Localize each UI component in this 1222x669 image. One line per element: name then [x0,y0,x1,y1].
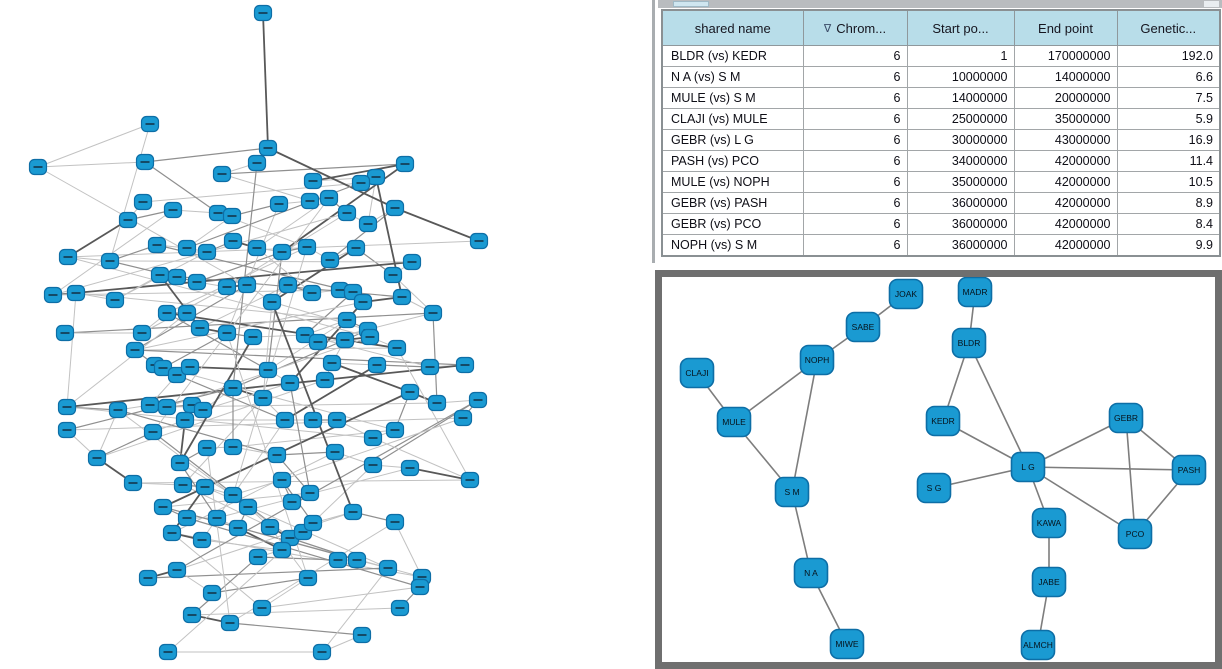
network-edge [395,522,422,577]
node-label-smudge [306,492,315,494]
value-cell[interactable]: 6 [803,46,907,67]
scrollbar-thumb[interactable] [673,1,709,7]
node-label-smudge [193,281,202,283]
node-label-smudge [176,462,185,464]
node-label-smudge [336,289,345,291]
network-edge [233,163,257,388]
node-label-smudge [141,161,150,163]
node-label: S G [926,483,942,493]
node-label-smudge [358,634,367,636]
node-label-smudge [393,347,402,349]
value-cell[interactable]: 6 [803,151,907,172]
node-label-smudge [264,147,273,149]
network-edge [110,261,412,262]
node-label-smudge [275,203,284,205]
edge-name-cell[interactable]: MULE (vs) S M [662,88,803,109]
node-label: KAWA [1036,518,1062,528]
table-header [662,10,1220,46]
node-label-smudge [131,349,140,351]
table-header-cell[interactable]: ∇ Chrom... [803,10,907,46]
node-label-smudge [288,501,297,503]
node-label-smudge [309,419,318,421]
node-label-smudge [273,454,282,456]
node-label-smudge [203,447,212,449]
table-header-cell[interactable]: shared name [662,10,803,46]
node-label-smudge [286,537,295,539]
node-label-smudge [106,260,115,262]
node-label-smudge [244,506,253,508]
node-label-smudge [229,494,238,496]
node-label-smudge [373,364,382,366]
node-label-smudge [308,292,317,294]
value-cell[interactable]: 1 [907,46,1014,67]
node-label-smudge [334,559,343,561]
network-edge [1028,467,1189,470]
node-label-smudge [343,319,352,321]
node-label-smudge [331,451,340,453]
network-edge [222,174,310,201]
value-cell[interactable]: 6 [803,88,907,109]
value-cell[interactable]: 34000000 [907,151,1014,172]
node-label-smudge [466,479,475,481]
edge-name-cell[interactable]: BLDR (vs) KEDR [662,46,803,67]
node-label-smudge [281,419,290,421]
node-label-smudge [254,556,263,558]
node-label-smudge [188,614,197,616]
node-label-smudge [309,180,318,182]
network-edge [38,167,247,285]
value-cell[interactable]: 42000000 [1014,214,1117,235]
node-label-smudge [268,301,277,303]
node-label-smudge [163,312,172,314]
node-label-smudge [321,379,330,381]
edge-name-cell[interactable]: GEBR (vs) PCO [662,214,803,235]
node-label: MULE [722,417,746,427]
node-label-smudge [341,339,350,341]
node-label-smudge [49,294,58,296]
node-label-smudge [406,391,415,393]
table-horizontal-scrollbar[interactable] [658,0,1222,8]
node-label: BLDR [957,338,981,348]
node-label: S M [784,487,800,497]
value-cell[interactable]: 8.9 [1117,193,1220,214]
node-label-smudge [353,559,362,561]
node-label-smudge [258,607,267,609]
node-label-smudge [124,219,133,221]
node-label-smudge [114,409,123,411]
node-label-smudge [278,251,287,253]
node-label-smudge [418,576,427,578]
node-label-smudge [398,296,407,298]
edge-attribute-table-panel [661,9,1221,257]
table-header-cell[interactable]: Start po... [907,10,1014,46]
node-label-smudge [226,622,235,624]
edge-attribute-table [661,9,1221,257]
table-row[interactable] [662,172,1220,193]
node-label-smudge [186,366,195,368]
network-edge [792,360,817,492]
value-cell[interactable]: 42000000 [1014,172,1117,193]
node-label-smudge [179,484,188,486]
node-label: GEBR [1113,413,1139,423]
node-label-smudge [369,464,378,466]
node-label-smudge [278,549,287,551]
node-label-smudge [459,417,468,419]
node-label-smudge [366,336,375,338]
node-label-smudge [278,479,287,481]
value-cell[interactable]: 6 [803,193,907,214]
node-label-smudge [303,246,312,248]
subnetwork-panel [655,270,1222,669]
table-header-cell[interactable]: Genetic... [1117,10,1220,46]
table-row[interactable] [662,67,1220,88]
node-label-smudge [352,247,361,249]
value-cell[interactable]: 14000000 [1014,67,1117,88]
node-label-smudge [234,527,243,529]
node-label-smudge [349,511,358,513]
table-row[interactable] [662,46,1220,67]
edge-name-cell[interactable]: CLAJI (vs) MULE [662,109,803,130]
node-label: KEDR [931,416,955,426]
node-label-smudge [173,374,182,376]
node-label-smudge [208,592,217,594]
node-label-smudge [286,382,295,384]
node-label: JABE [1038,577,1060,587]
table-row[interactable] [662,151,1220,172]
table-header-cell[interactable]: End point [1014,10,1117,46]
value-cell[interactable]: 6 [803,67,907,88]
value-cell[interactable]: 16.9 [1117,130,1220,151]
node-label: JOAK [894,289,918,299]
node-label-smudge [284,284,293,286]
table-row[interactable] [662,193,1220,214]
node-label-smudge [372,176,381,178]
network-edge [38,162,145,167]
node-label-smudge [63,429,72,431]
value-cell[interactable]: 5.9 [1117,109,1220,130]
node-label: PCO [1125,529,1145,539]
node-label-smudge [243,284,252,286]
edge-name-cell[interactable]: GEBR (vs) L G [662,130,803,151]
panel-divider[interactable] [652,0,655,263]
node-label: MIWE [835,639,859,649]
network-edge [395,208,479,241]
node-label-smudge [259,12,268,14]
network-edge [68,220,128,257]
value-cell[interactable]: 6 [803,109,907,130]
network-edge [230,623,362,635]
node-label-smudge [201,486,210,488]
value-cell[interactable]: 30000000 [907,130,1014,151]
value-cell[interactable]: 42000000 [1014,151,1117,172]
node-label-smudge [326,259,335,261]
node-label-smudge [199,409,208,411]
network-edge [67,293,76,407]
value-cell[interactable]: 42000000 [1014,193,1117,214]
node-label-smudge [391,521,400,523]
node-label-smudge [306,200,315,202]
node-label-smudge [253,247,262,249]
node-label-smudge [429,312,438,314]
node-label-smudge [138,332,147,334]
node-label: PASH [1177,465,1201,475]
node-label-smudge [364,223,373,225]
node-label-smudge [129,482,138,484]
node-label-smudge [159,506,168,508]
node-label-smudge [475,240,484,242]
value-cell[interactable]: 36000000 [907,193,1014,214]
node-label-smudge [214,212,223,214]
value-cell[interactable]: 35000000 [1014,109,1117,130]
value-cell[interactable]: 10000000 [907,67,1014,88]
node-label-smudge [64,256,73,258]
value-cell[interactable]: 36000000 [907,214,1014,235]
edge-name-cell[interactable]: PASH (vs) PCO [662,151,803,172]
table-row[interactable] [662,235,1220,257]
node-label-smudge [301,334,310,336]
node-label-smudge [149,431,158,433]
value-cell[interactable]: 8.4 [1117,214,1220,235]
node-label-smudge [391,207,400,209]
value-cell[interactable]: 11.4 [1117,151,1220,172]
value-cell[interactable]: 36000000 [907,235,1014,257]
node-label-smudge [369,437,378,439]
node-label-smudge [401,163,410,165]
node-label-smudge [229,446,238,448]
node-label-smudge [391,429,400,431]
node-label-smudge [408,261,417,263]
node-label-smudge [61,332,70,334]
node-label: N A [804,568,818,578]
node-label-smudge [266,526,275,528]
scrollbar-corner [1204,1,1219,7]
node-label-smudge [389,274,398,276]
node-label-smudge [146,123,155,125]
node-label: SABE [851,322,875,332]
node-label-smudge [203,251,212,253]
node-label-smudge [349,291,358,293]
node-label-smudge [304,577,313,579]
node-label-smudge [144,577,153,579]
node-label-smudge [198,539,207,541]
value-cell[interactable]: 170000000 [1014,46,1117,67]
table-row[interactable] [662,130,1220,151]
table-header-row [662,10,1220,46]
node-label-smudge [72,292,81,294]
network-edge [969,343,1028,467]
node-label-smudge [343,212,352,214]
node-label-smudge [416,586,425,588]
node-label-smudge [181,419,190,421]
node-label-smudge [325,197,334,199]
node-label-smudge [168,532,177,534]
node-label-smudge [318,651,327,653]
node-label-smudge [229,240,238,242]
table-row[interactable] [662,214,1220,235]
node-label-smudge [433,402,442,404]
node-label-smudge [183,312,192,314]
filter-funnel-icon[interactable]: ∇ [823,22,832,35]
node-label-smudge [173,569,182,571]
node-label-smudge [93,457,102,459]
node-label-smudge [228,215,237,217]
network-edge [433,313,437,403]
node-label-smudge [357,182,366,184]
node-label-smudge [426,366,435,368]
node-label-smudge [384,567,393,569]
node-label-smudge [218,173,227,175]
node-label-smudge [196,327,205,329]
node-label-smudge [153,244,162,246]
node-label-smudge [164,651,173,653]
node-label-smudge [406,467,415,469]
node-label-smudge [259,397,268,399]
edge-name-cell[interactable]: MULE (vs) NOPH [662,172,803,193]
node-label-smudge [111,299,120,301]
value-cell[interactable]: 20000000 [1014,88,1117,109]
node-label-smudge [253,162,262,164]
network-edge [1126,418,1135,534]
value-cell[interactable]: 6 [803,172,907,193]
node-label-smudge [173,276,182,278]
node-label-smudge [183,517,192,519]
edge-name-cell[interactable]: N A (vs) S M [662,67,803,88]
value-cell[interactable]: 43000000 [1014,130,1117,151]
network-edge [67,313,187,407]
node-label-smudge [474,399,483,401]
subnetwork-canvas[interactable] [662,277,1215,662]
value-cell[interactable]: 25000000 [907,109,1014,130]
node-label: NOPH [804,355,830,365]
network-edge [192,608,400,615]
node-label-smudge [213,517,222,519]
node-label-smudge [63,406,72,408]
node-label-smudge [333,419,342,421]
edge-name-cell[interactable]: GEBR (vs) PASH [662,193,803,214]
value-cell[interactable]: 35000000 [907,172,1014,193]
node-label-smudge [229,387,238,389]
value-cell[interactable]: 14000000 [907,88,1014,109]
node-label-smudge [223,332,232,334]
node-label-smudge [183,247,192,249]
table-body [662,46,1220,257]
node-label: MADR [962,287,988,297]
network-edge [263,13,268,148]
node-label-smudge [34,166,43,168]
node-label-smudge [223,286,232,288]
value-cell[interactable]: 6.6 [1117,67,1220,88]
node-label-smudge [139,201,148,203]
value-cell[interactable]: 6 [803,235,907,257]
node-label-smudge [163,406,172,408]
node-label-smudge [249,336,258,338]
table-row[interactable] [662,88,1220,109]
value-cell[interactable]: 9.9 [1117,235,1220,257]
node-label: CLAJI [685,368,709,378]
value-cell[interactable]: 42000000 [1014,235,1117,257]
value-cell[interactable]: 7.5 [1117,88,1220,109]
node-label-smudge [359,301,368,303]
node-label-smudge [169,209,178,211]
node-label-smudge [264,369,273,371]
edge-name-cell[interactable]: NOPH (vs) S M [662,235,803,257]
node-label-smudge [396,607,405,609]
value-cell[interactable]: 192.0 [1117,46,1220,67]
network-edge [38,124,150,167]
node-label: L G [1021,462,1035,472]
table-row[interactable] [662,109,1220,130]
node-label-smudge [328,362,337,364]
node-label-smudge [309,522,318,524]
node-label-smudge [299,531,308,533]
value-cell[interactable]: 10.5 [1117,172,1220,193]
value-cell[interactable]: 6 [803,130,907,151]
node-label-smudge [461,364,470,366]
node-label-smudge [146,404,155,406]
node-label-smudge [156,274,165,276]
node-label: ALMCH [1023,640,1053,650]
value-cell[interactable]: 6 [803,214,907,235]
node-label-smudge [314,341,323,343]
node-label-smudge [159,367,168,369]
